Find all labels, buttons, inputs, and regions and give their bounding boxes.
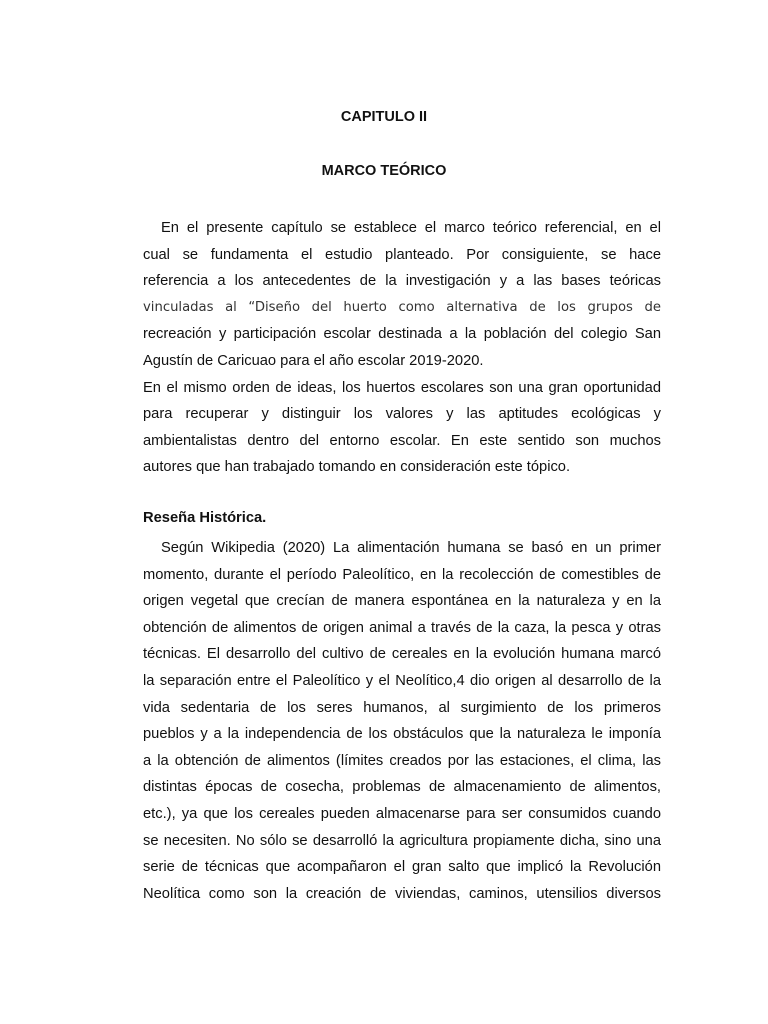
text-line: momento, durante el período Paleolítico, en la recolección de comestibles de <box>143 566 661 583</box>
intro-paragraph <box>143 215 661 481</box>
section-title: MARCO TEÓRICO <box>321 163 447 179</box>
text-line: Neolítica como son la creación de viviendas, caminos, utensilios diversos <box>143 885 661 902</box>
text-line: la separación entre el Paleolítico y el Neolítico,4 dio origen al desarrollo de la <box>143 672 661 689</box>
text-line: cual se fundamenta el estudio planteado. Por consiguiente, se hace <box>143 246 661 263</box>
text-line: pueblos y a la independencia de los obstáculos que la naturaleza le imponía <box>143 726 661 743</box>
text-line: Agustín de Caricuao para el año escolar 2019-2020. <box>143 352 484 369</box>
text-line: origen vegetal que crecían de manera espontánea en la naturaleza y en la <box>143 593 661 610</box>
text-line: En el mismo orden de ideas, los huertos escolares son una gran oportunidad <box>143 379 661 396</box>
resena-historica-heading: Reseña Histórica. <box>143 510 267 526</box>
text-line: vinculadas al “Diseño del huerto como alternativa de los grupos de <box>143 299 661 315</box>
text-line: etc.), ya que los cereales pueden almacenarse para ser consumidos cuando <box>143 805 661 822</box>
text-line: referencia a los antecedentes de la investigación y a las bases teóricas <box>143 273 661 290</box>
text-line: técnicas. El desarrollo del cultivo de cereales en la evolución humana marcó <box>143 646 661 663</box>
text-line: recreación y participación escolar destinada a la población del colegio San <box>143 326 661 343</box>
text-line: se necesiten. No sólo se desarrolló la agricultura propiamente dicha, sino una <box>143 832 661 849</box>
chapter-label: CAPITULO II <box>340 109 428 125</box>
resena-paragraph <box>143 535 661 907</box>
text-line: autores que han trabajado tomando en consideración este tópico. <box>143 459 571 476</box>
text-line: vida sedentaria de los seres humanos, al surgimiento de los primeros <box>143 699 661 716</box>
text-line: para recuperar y distinguir los valores y las aptitudes ecológicas y <box>143 406 661 423</box>
text-line: Según Wikipedia (2020) La alimentación humana se basó en un primer <box>161 540 661 556</box>
text-line: ambientalistas dentro del entorno escolar. En este sentido son muchos <box>143 432 661 449</box>
text-line: serie de técnicas que acompañaron el gran salto que implicó la Revolución <box>143 859 661 876</box>
text-line: a la obtención de alimentos (límites creados por las estaciones, el clima, las <box>143 752 661 769</box>
text-line: distintas épocas de cosecha, problemas de almacenamiento de alimentos, <box>143 779 661 796</box>
text-line: obtención de alimentos de origen animal a través de la caza, la pesca y otras <box>143 619 661 636</box>
text-line: En el presente capítulo se establece el marco teórico referencial, en el <box>161 220 661 236</box>
